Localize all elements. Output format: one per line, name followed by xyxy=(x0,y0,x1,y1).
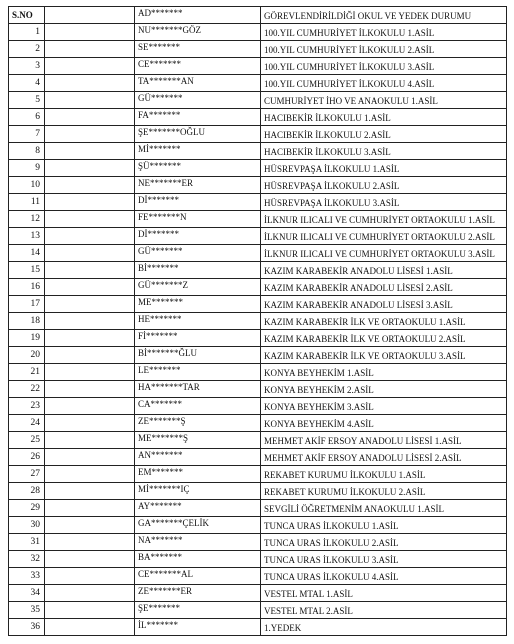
row-blank xyxy=(45,143,135,160)
table-row xyxy=(9,398,507,415)
row-school: KONYA BEYHEKİM 1.ASİL xyxy=(261,364,507,381)
row-school: İLKNUR ILICALI VE CUMHURİYET ORTAOKULU 2.ASİL xyxy=(261,228,507,245)
header-name: AD******* xyxy=(135,7,261,24)
row-number: 29 xyxy=(9,500,45,517)
row-name: BA******* xyxy=(135,551,261,568)
row-name: CA******* xyxy=(135,398,261,415)
table-row xyxy=(9,432,507,449)
row-name: HE******* xyxy=(135,313,261,330)
row-number: 20 xyxy=(9,347,45,364)
row-school: SEVGİLİ ÖĞRETMENİM ANAOKULU 1.ASİL xyxy=(261,500,507,517)
row-blank xyxy=(45,364,135,381)
row-blank xyxy=(45,279,135,296)
row-name: NE*******ER xyxy=(135,177,261,194)
row-school: VESTEL MTAL 1.ASİL xyxy=(261,585,507,602)
row-name: Dİ******* xyxy=(135,194,261,211)
table-row xyxy=(9,296,507,313)
row-blank xyxy=(45,109,135,126)
row-school: KAZIM KARABEKİR ANADOLU LİSESİ 1.ASİL xyxy=(261,262,507,279)
row-number: 33 xyxy=(9,568,45,585)
row-blank xyxy=(45,75,135,92)
table-row xyxy=(9,585,507,602)
table-row xyxy=(9,245,507,262)
row-blank xyxy=(45,551,135,568)
row-name: ME*******Ş xyxy=(135,432,261,449)
row-number: 6 xyxy=(9,109,45,126)
row-number: 7 xyxy=(9,126,45,143)
header-blank xyxy=(45,7,135,24)
row-blank xyxy=(45,194,135,211)
row-school: KONYA BEYHEKİM 3.ASİL xyxy=(261,398,507,415)
table-row xyxy=(9,109,507,126)
table-row xyxy=(9,58,507,75)
row-school: 100.YIL CUMHURİYET İLKOKULU 3.ASİL xyxy=(261,58,507,75)
row-school: MEHMET AKİF ERSOY ANADOLU LİSESİ 2.ASİL xyxy=(261,449,507,466)
row-number: 24 xyxy=(9,415,45,432)
row-name: GÜ******* xyxy=(135,245,261,262)
table-row xyxy=(9,160,507,177)
row-name: ŞE*******OĞLU xyxy=(135,126,261,143)
row-number: 4 xyxy=(9,75,45,92)
row-name: EM******* xyxy=(135,466,261,483)
row-school: KAZIM KARABEKİR İLK VE ORTAOKULU 3.ASİL xyxy=(261,347,507,364)
row-number: 27 xyxy=(9,466,45,483)
table-row xyxy=(9,194,507,211)
row-name: NU*******GÖZ xyxy=(135,24,261,41)
row-blank xyxy=(45,228,135,245)
row-number: 22 xyxy=(9,381,45,398)
table-row xyxy=(9,262,507,279)
row-blank xyxy=(45,24,135,41)
row-blank xyxy=(45,330,135,347)
row-number: 13 xyxy=(9,228,45,245)
table-row xyxy=(9,568,507,585)
table-row xyxy=(9,126,507,143)
row-name: GA*******ÇELİK xyxy=(135,517,261,534)
table-row xyxy=(9,41,507,58)
row-number: 2 xyxy=(9,41,45,58)
table-row xyxy=(9,466,507,483)
table-row xyxy=(9,364,507,381)
row-school: HACIBEKİR İLKOKULU 1.ASİL xyxy=(261,109,507,126)
row-name: NA******* xyxy=(135,534,261,551)
table-row xyxy=(9,534,507,551)
row-blank xyxy=(45,500,135,517)
row-blank xyxy=(45,381,135,398)
row-blank xyxy=(45,568,135,585)
row-number: 25 xyxy=(9,432,45,449)
row-school: KAZIM KARABEKİR İLK VE ORTAOKULU 1.ASİL xyxy=(261,313,507,330)
row-school: 100.YIL CUMHURİYET İLKOKULU 2.ASİL xyxy=(261,41,507,58)
row-name: TA*******AN xyxy=(135,75,261,92)
row-name: Mİ*******IÇ xyxy=(135,483,261,500)
row-blank xyxy=(45,92,135,109)
row-blank xyxy=(45,126,135,143)
row-name: Bİ******* xyxy=(135,262,261,279)
row-blank xyxy=(45,177,135,194)
row-blank xyxy=(45,432,135,449)
row-number: 23 xyxy=(9,398,45,415)
row-name: AN******* xyxy=(135,449,261,466)
row-number: 17 xyxy=(9,296,45,313)
assignment-table xyxy=(8,6,507,636)
row-school: İLKNUR ILICALI VE CUMHURİYET ORTAOKULU 3.ASİL xyxy=(261,245,507,262)
row-name: İL******* xyxy=(135,619,261,636)
row-school: 100.YIL CUMHURİYET İLKOKULU 1.ASİL xyxy=(261,24,507,41)
row-school: KAZIM KARABEKİR ANADOLU LİSESİ 3.ASİL xyxy=(261,296,507,313)
table-row-partial xyxy=(9,619,507,636)
row-number: 3 xyxy=(9,58,45,75)
row-name: ME******* xyxy=(135,296,261,313)
table-row xyxy=(9,177,507,194)
row-blank xyxy=(45,517,135,534)
row-name: ZE*******Ş xyxy=(135,415,261,432)
row-name: FE*******N xyxy=(135,211,261,228)
table-row xyxy=(9,92,507,109)
row-blank xyxy=(45,245,135,262)
row-number: 8 xyxy=(9,143,45,160)
row-number: 10 xyxy=(9,177,45,194)
row-blank xyxy=(45,415,135,432)
row-number: 19 xyxy=(9,330,45,347)
row-blank xyxy=(45,347,135,364)
row-blank xyxy=(45,585,135,602)
row-blank xyxy=(45,466,135,483)
row-blank xyxy=(45,160,135,177)
row-number: 12 xyxy=(9,211,45,228)
row-name: GÜ*******Z xyxy=(135,279,261,296)
row-name: ŞÜ******* xyxy=(135,160,261,177)
row-number: 18 xyxy=(9,313,45,330)
table-row xyxy=(9,313,507,330)
row-number: 34 xyxy=(9,585,45,602)
row-blank xyxy=(45,41,135,58)
table-row xyxy=(9,602,507,619)
row-number: 15 xyxy=(9,262,45,279)
row-blank xyxy=(45,619,135,636)
row-number: 21 xyxy=(9,364,45,381)
row-number: 5 xyxy=(9,92,45,109)
row-blank xyxy=(45,262,135,279)
table-header-row xyxy=(9,7,507,24)
table-row xyxy=(9,211,507,228)
row-school: KAZIM KARABEKİR ANADOLU LİSESİ 2.ASİL xyxy=(261,279,507,296)
header-school: GÖREVLENDİRİLDİĞİ OKUL VE YEDEK DURUMU xyxy=(261,7,507,24)
table-row xyxy=(9,517,507,534)
table-row xyxy=(9,500,507,517)
row-school: REKABET KURUMU İLKOKULU 1.ASİL xyxy=(261,466,507,483)
row-school: MEHMET AKİF ERSOY ANADOLU LİSESİ 1.ASİL xyxy=(261,432,507,449)
table-row xyxy=(9,143,507,160)
row-number: 30 xyxy=(9,517,45,534)
row-school: KONYA BEYHEKİM 2.ASİL xyxy=(261,381,507,398)
row-name: ZE*******ER xyxy=(135,585,261,602)
row-school: HACIBEKİR İLKOKULU 2.ASİL xyxy=(261,126,507,143)
row-blank xyxy=(45,58,135,75)
row-number: 32 xyxy=(9,551,45,568)
table-row xyxy=(9,381,507,398)
header-sno: S.NO xyxy=(9,7,45,24)
assignment-table-page xyxy=(8,6,506,636)
row-blank xyxy=(45,313,135,330)
row-name: GÜ******* xyxy=(135,92,261,109)
row-number: 14 xyxy=(9,245,45,262)
row-name: AY******* xyxy=(135,500,261,517)
row-school: CUMHURİYET İHO VE ANAOKULU 1.ASİL xyxy=(261,92,507,109)
row-school: HÜSREVPAŞA İLKOKULU 2.ASİL xyxy=(261,177,507,194)
row-blank xyxy=(45,296,135,313)
row-school: TUNCA URAS İLKOKULU 1.ASİL xyxy=(261,517,507,534)
row-school: 100.YIL CUMHURİYET İLKOKULU 4.ASİL xyxy=(261,75,507,92)
row-school: 1.YEDEK xyxy=(261,619,507,636)
table-row xyxy=(9,279,507,296)
row-number: 1 xyxy=(9,24,45,41)
row-name: LE******* xyxy=(135,364,261,381)
row-name: Bİ*******ĞLU xyxy=(135,347,261,364)
row-number: 9 xyxy=(9,160,45,177)
table-row xyxy=(9,24,507,41)
row-name: CE******* xyxy=(135,58,261,75)
table-row xyxy=(9,415,507,432)
row-name: Fİ******* xyxy=(135,330,261,347)
row-blank xyxy=(45,398,135,415)
table-row xyxy=(9,483,507,500)
row-number: 26 xyxy=(9,449,45,466)
row-school: KONYA BEYHEKİM 4.ASİL xyxy=(261,415,507,432)
row-blank xyxy=(45,211,135,228)
row-school: VESTEL MTAL 2.ASİL xyxy=(261,602,507,619)
row-school: HÜSREVPAŞA İLKOKULU 3.ASİL xyxy=(261,194,507,211)
row-number: 36 xyxy=(9,619,45,636)
table-row xyxy=(9,347,507,364)
row-blank xyxy=(45,449,135,466)
table-row xyxy=(9,449,507,466)
table-row xyxy=(9,551,507,568)
row-school: HACIBEKİR İLKOKULU 3.ASİL xyxy=(261,143,507,160)
row-school: TUNCA URAS İLKOKULU 4.ASİL xyxy=(261,568,507,585)
row-school: İLKNUR ILICALI VE CUMHURİYET ORTAOKULU 1.ASİL xyxy=(261,211,507,228)
table-row xyxy=(9,75,507,92)
row-number: 35 xyxy=(9,602,45,619)
row-school: TUNCA URAS İLKOKULU 3.ASİL xyxy=(261,551,507,568)
row-school: TUNCA URAS İLKOKULU 2.ASİL xyxy=(261,534,507,551)
row-number: 16 xyxy=(9,279,45,296)
row-name: CE*******AL xyxy=(135,568,261,585)
table-row xyxy=(9,228,507,245)
row-name: Mİ******* xyxy=(135,143,261,160)
row-number: 28 xyxy=(9,483,45,500)
row-name: SE******* xyxy=(135,41,261,58)
row-school: HÜSREVPAŞA İLKOKULU 1.ASİL xyxy=(261,160,507,177)
row-name: ŞE******* xyxy=(135,602,261,619)
row-name: FA******* xyxy=(135,109,261,126)
row-blank xyxy=(45,602,135,619)
row-blank xyxy=(45,483,135,500)
row-name: HA*******TAR xyxy=(135,381,261,398)
row-number: 11 xyxy=(9,194,45,211)
row-blank xyxy=(45,534,135,551)
row-school: KAZIM KARABEKİR İLK VE ORTAOKULU 2.ASİL xyxy=(261,330,507,347)
row-school: REKABET KURUMU İLKOKULU 2.ASİL xyxy=(261,483,507,500)
table-row xyxy=(9,330,507,347)
row-number: 31 xyxy=(9,534,45,551)
row-name: Dİ******* xyxy=(135,228,261,245)
